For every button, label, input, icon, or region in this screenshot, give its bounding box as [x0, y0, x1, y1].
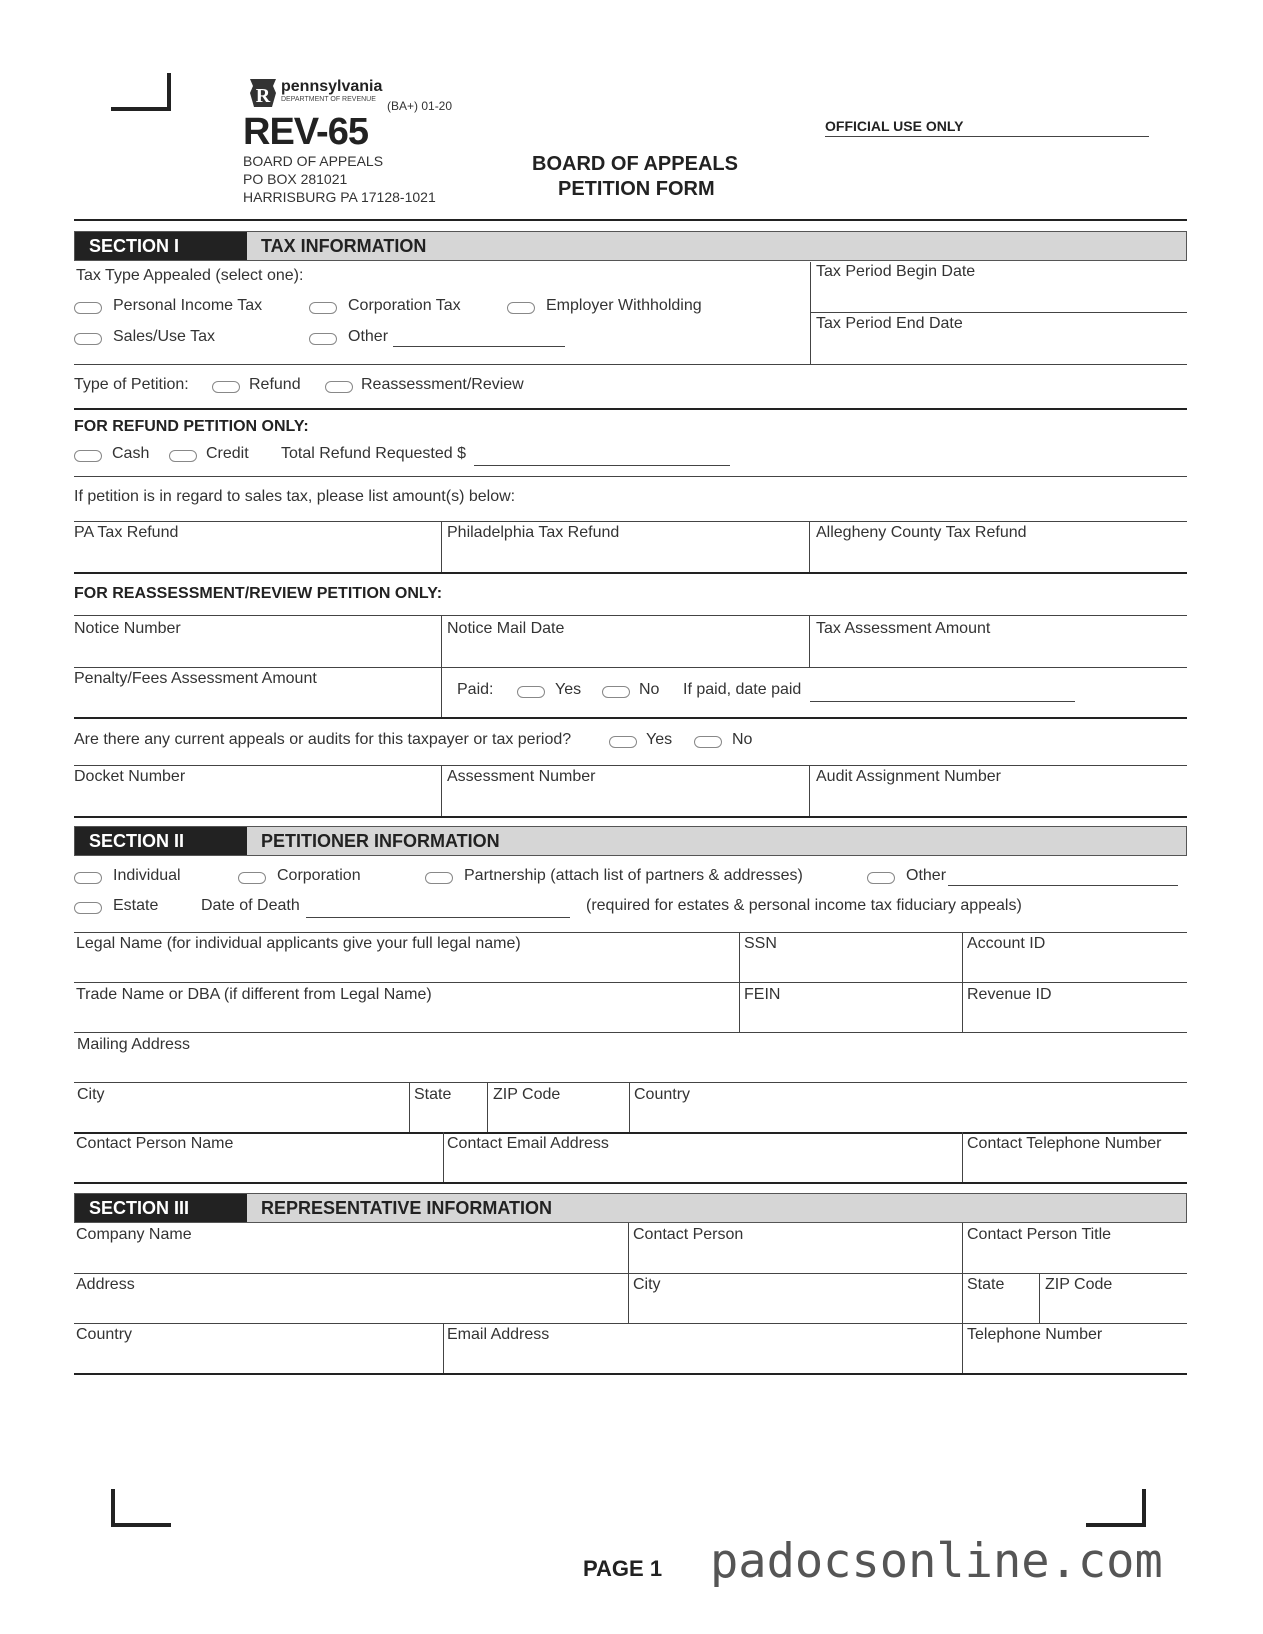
section-2-bottom-rule — [74, 1182, 1187, 1184]
label-refund: Refund — [249, 376, 301, 393]
trade-name-bottom-rule — [74, 1032, 1187, 1033]
label-paid-no: No — [639, 681, 660, 698]
account-id-label: Account ID — [967, 935, 1046, 952]
section-1-bar — [74, 231, 1187, 261]
address-line-3: HARRISBURG PA 17128-1021 — [243, 189, 436, 205]
date-of-death-field[interactable] — [306, 917, 570, 918]
label-employer-withholding: Employer Withholding — [546, 297, 702, 314]
label-partnership: Partnership (attach list of partners & addresses) — [464, 867, 803, 884]
radio-partnership[interactable] — [425, 872, 453, 884]
rep-row-1-bottom-rule — [74, 1273, 1187, 1274]
section-1-title: TAX INFORMATION — [261, 236, 427, 256]
sales-amounts-top-rule — [74, 521, 1187, 522]
tax-assessment-amount-label: Tax Assessment Amount — [816, 620, 991, 637]
crop-mark-bottom-right — [1086, 1489, 1146, 1527]
date-of-death-label: Date of Death — [201, 897, 300, 914]
penalty-fees-label: Penalty/Fees Assessment Amount — [74, 670, 317, 687]
contact-divider-2 — [962, 1132, 963, 1182]
total-refund-label: Total Refund Requested $ — [281, 445, 467, 462]
country-label: Country — [634, 1086, 691, 1103]
address-divider-1 — [409, 1082, 410, 1132]
sales-divider-2 — [809, 521, 810, 573]
revenue-id-label: Revenue ID — [967, 986, 1052, 1003]
pa-tax-refund-label: PA Tax Refund — [74, 524, 179, 541]
form-title-line-2: PETITION FORM — [558, 178, 715, 200]
allegheny-tax-refund-label: Allegheny County Tax Refund — [816, 524, 1027, 541]
header-divider — [74, 219, 1187, 221]
radio-paid-yes[interactable] — [517, 686, 545, 698]
brand-name: pennsylvania — [281, 78, 383, 95]
petition-type-label: Type of Petition: — [74, 376, 189, 393]
form-number: REV-65 — [243, 111, 368, 153]
label-appeals-no: No — [732, 731, 753, 748]
address-divider-3 — [629, 1082, 630, 1132]
radio-refund[interactable] — [212, 381, 240, 393]
label-corporation: Corporation — [277, 867, 361, 884]
mailing-address-bottom-rule — [74, 1082, 1187, 1083]
other-tax-field[interactable] — [393, 346, 565, 347]
petition-type-bottom-rule — [74, 408, 1187, 410]
rep-company-name-label: Company Name — [76, 1226, 192, 1243]
rep-state-label: State — [967, 1276, 1005, 1293]
sales-tax-note: If petition is in regard to sales tax, please list amount(s) below: — [74, 488, 516, 505]
official-use-field[interactable] — [825, 136, 1149, 137]
contact-divider-1 — [443, 1132, 444, 1182]
contact-person-name-label: Contact Person Name — [76, 1135, 234, 1152]
label-other-tax: Other — [348, 328, 389, 345]
radio-corporation[interactable] — [238, 872, 266, 884]
address-line-2: PO BOX 281021 — [243, 171, 348, 187]
city-row-bottom-rule — [74, 1132, 1187, 1134]
crop-mark-bottom-left — [111, 1489, 171, 1527]
city-label: City — [77, 1086, 105, 1103]
contact-email-label: Contact Email Address — [447, 1135, 609, 1152]
rep-contact-title-label: Contact Person Title — [967, 1226, 1112, 1243]
refund-heading: FOR REFUND PETITION ONLY: — [74, 418, 309, 435]
radio-employer-withholding[interactable] — [507, 302, 535, 314]
radio-estate[interactable] — [74, 902, 102, 914]
state-label: State — [414, 1086, 452, 1103]
crop-mark-top-left — [111, 73, 171, 111]
radio-other-petitioner[interactable] — [867, 872, 895, 884]
rep-email-label: Email Address — [447, 1326, 550, 1343]
label-sales-use-tax: Sales/Use Tax — [113, 328, 215, 345]
radio-reassessment[interactable] — [325, 381, 353, 393]
radio-other-tax[interactable] — [309, 333, 337, 345]
address-divider-2 — [487, 1082, 488, 1132]
philadelphia-tax-refund-label: Philadelphia Tax Refund — [447, 524, 620, 541]
official-use-label: OFFICIAL USE ONLY — [825, 118, 964, 134]
other-petitioner-field[interactable] — [948, 885, 1178, 886]
docket-divider-1 — [441, 765, 442, 817]
notice-divider-2 — [809, 615, 810, 667]
total-refund-field[interactable] — [474, 465, 730, 466]
label-individual: Individual — [113, 867, 181, 884]
radio-corporation-tax[interactable] — [309, 302, 337, 314]
form-title-line-1: BOARD OF APPEALS — [532, 153, 738, 175]
rep-divider-4 — [443, 1323, 444, 1373]
label-reassessment: Reassessment/Review — [361, 376, 524, 393]
section-2-number: SECTION II — [75, 827, 247, 855]
watermark: padocsonline.com — [710, 1534, 1163, 1589]
label-credit: Credit — [206, 445, 249, 462]
section-3-bottom-rule — [74, 1373, 1187, 1375]
tax-period-divider — [810, 262, 811, 364]
legal-name-label: Legal Name (for individual applicants give your full legal name) — [76, 935, 521, 952]
label-paid-yes: Yes — [555, 681, 582, 698]
radio-personal-income-tax[interactable] — [74, 302, 102, 314]
address-line-1: BOARD OF APPEALS — [243, 153, 384, 169]
refund-bottom-rule — [74, 476, 1187, 477]
label-corporation-tax: Corporation Tax — [348, 297, 461, 314]
mailing-address-label: Mailing Address — [77, 1036, 190, 1053]
radio-cash[interactable] — [74, 450, 102, 462]
docket-number-label: Docket Number — [74, 768, 186, 785]
fein-label: FEIN — [744, 986, 781, 1003]
zip-code-label: ZIP Code — [493, 1086, 561, 1103]
notice-row-bottom-rule — [74, 667, 1187, 668]
sales-divider-1 — [441, 521, 442, 573]
radio-paid-no[interactable] — [602, 686, 630, 698]
rep-row-2-bottom-rule — [74, 1323, 1187, 1324]
section-3-number: SECTION III — [75, 1194, 247, 1222]
radio-appeals-no[interactable] — [694, 736, 722, 748]
label-cash: Cash — [112, 445, 150, 462]
sales-amounts-bottom-rule — [74, 572, 1187, 574]
trade-name-label: Trade Name or DBA (if different from Legal Name) — [76, 986, 432, 1003]
docket-divider-2 — [809, 765, 810, 817]
rep-address-label: Address — [76, 1276, 135, 1293]
section-2-bar — [74, 826, 1187, 856]
keystone-logo-icon — [247, 77, 279, 109]
rep-divider-2 — [962, 1223, 963, 1373]
notice-mail-date-label: Notice Mail Date — [447, 620, 565, 637]
tax-type-bottom-rule — [74, 364, 1187, 365]
notice-number-label: Notice Number — [74, 620, 181, 637]
legal-name-bottom-rule — [74, 982, 1187, 983]
radio-credit[interactable] — [169, 450, 197, 462]
rep-contact-person-label: Contact Person — [633, 1226, 744, 1243]
brand-dept: DEPARTMENT OF REVENUE — [281, 96, 376, 103]
label-other-petitioner: Other — [906, 867, 947, 884]
reassessment-heading: FOR REASSESSMENT/REVIEW PETITION ONLY: — [74, 585, 443, 602]
tax-period-begin-field[interactable] — [810, 312, 1187, 313]
date-paid-field[interactable] — [810, 701, 1075, 702]
estate-note: (required for estates & personal income tax fiduciary appeals) — [586, 897, 1022, 914]
page-number: PAGE 1 — [583, 1556, 663, 1581]
date-paid-label: If paid, date paid — [683, 681, 802, 698]
radio-individual[interactable] — [74, 872, 102, 884]
tax-period-end-label: Tax Period End Date — [816, 315, 963, 332]
label-appeals-yes: Yes — [646, 731, 673, 748]
rep-country-label: Country — [76, 1326, 133, 1343]
svg-text:R: R — [255, 85, 271, 107]
label-personal-income-tax: Personal Income Tax — [113, 297, 263, 314]
section-1-number: SECTION I — [75, 232, 247, 260]
audit-assignment-number-label: Audit Assignment Number — [816, 768, 1001, 785]
section-1-bottom-rule — [74, 816, 1187, 818]
ssn-label: SSN — [744, 935, 777, 952]
legal-name-top-rule — [74, 932, 1187, 933]
assessment-number-label: Assessment Number — [447, 768, 596, 785]
rep-divider-3 — [1039, 1273, 1040, 1323]
tax-type-label: Tax Type Appealed (select one): — [76, 267, 304, 284]
contact-telephone-label: Contact Telephone Number — [967, 1135, 1162, 1152]
form-revision: (BA+) 01-20 — [387, 99, 453, 113]
section-2-title: PETITIONER INFORMATION — [261, 831, 500, 851]
appeals-question: Are there any current appeals or audits for this taxpayer or tax period? — [74, 731, 572, 748]
rep-city-label: City — [633, 1276, 661, 1293]
docket-row-top-rule — [74, 765, 1187, 766]
penalty-row-bottom-rule — [74, 717, 1187, 719]
tax-period-begin-label: Tax Period Begin Date — [816, 263, 976, 280]
section-3-title: REPRESENTATIVE INFORMATION — [261, 1198, 553, 1218]
radio-sales-use-tax[interactable] — [74, 333, 102, 345]
paid-label: Paid: — [457, 681, 494, 698]
label-estate: Estate — [113, 897, 159, 914]
notice-row-top-rule — [74, 615, 1187, 616]
radio-appeals-yes[interactable] — [609, 736, 637, 748]
rep-zip-label: ZIP Code — [1045, 1276, 1113, 1293]
rep-telephone-label: Telephone Number — [967, 1326, 1103, 1343]
section-3-bar — [74, 1193, 1187, 1223]
